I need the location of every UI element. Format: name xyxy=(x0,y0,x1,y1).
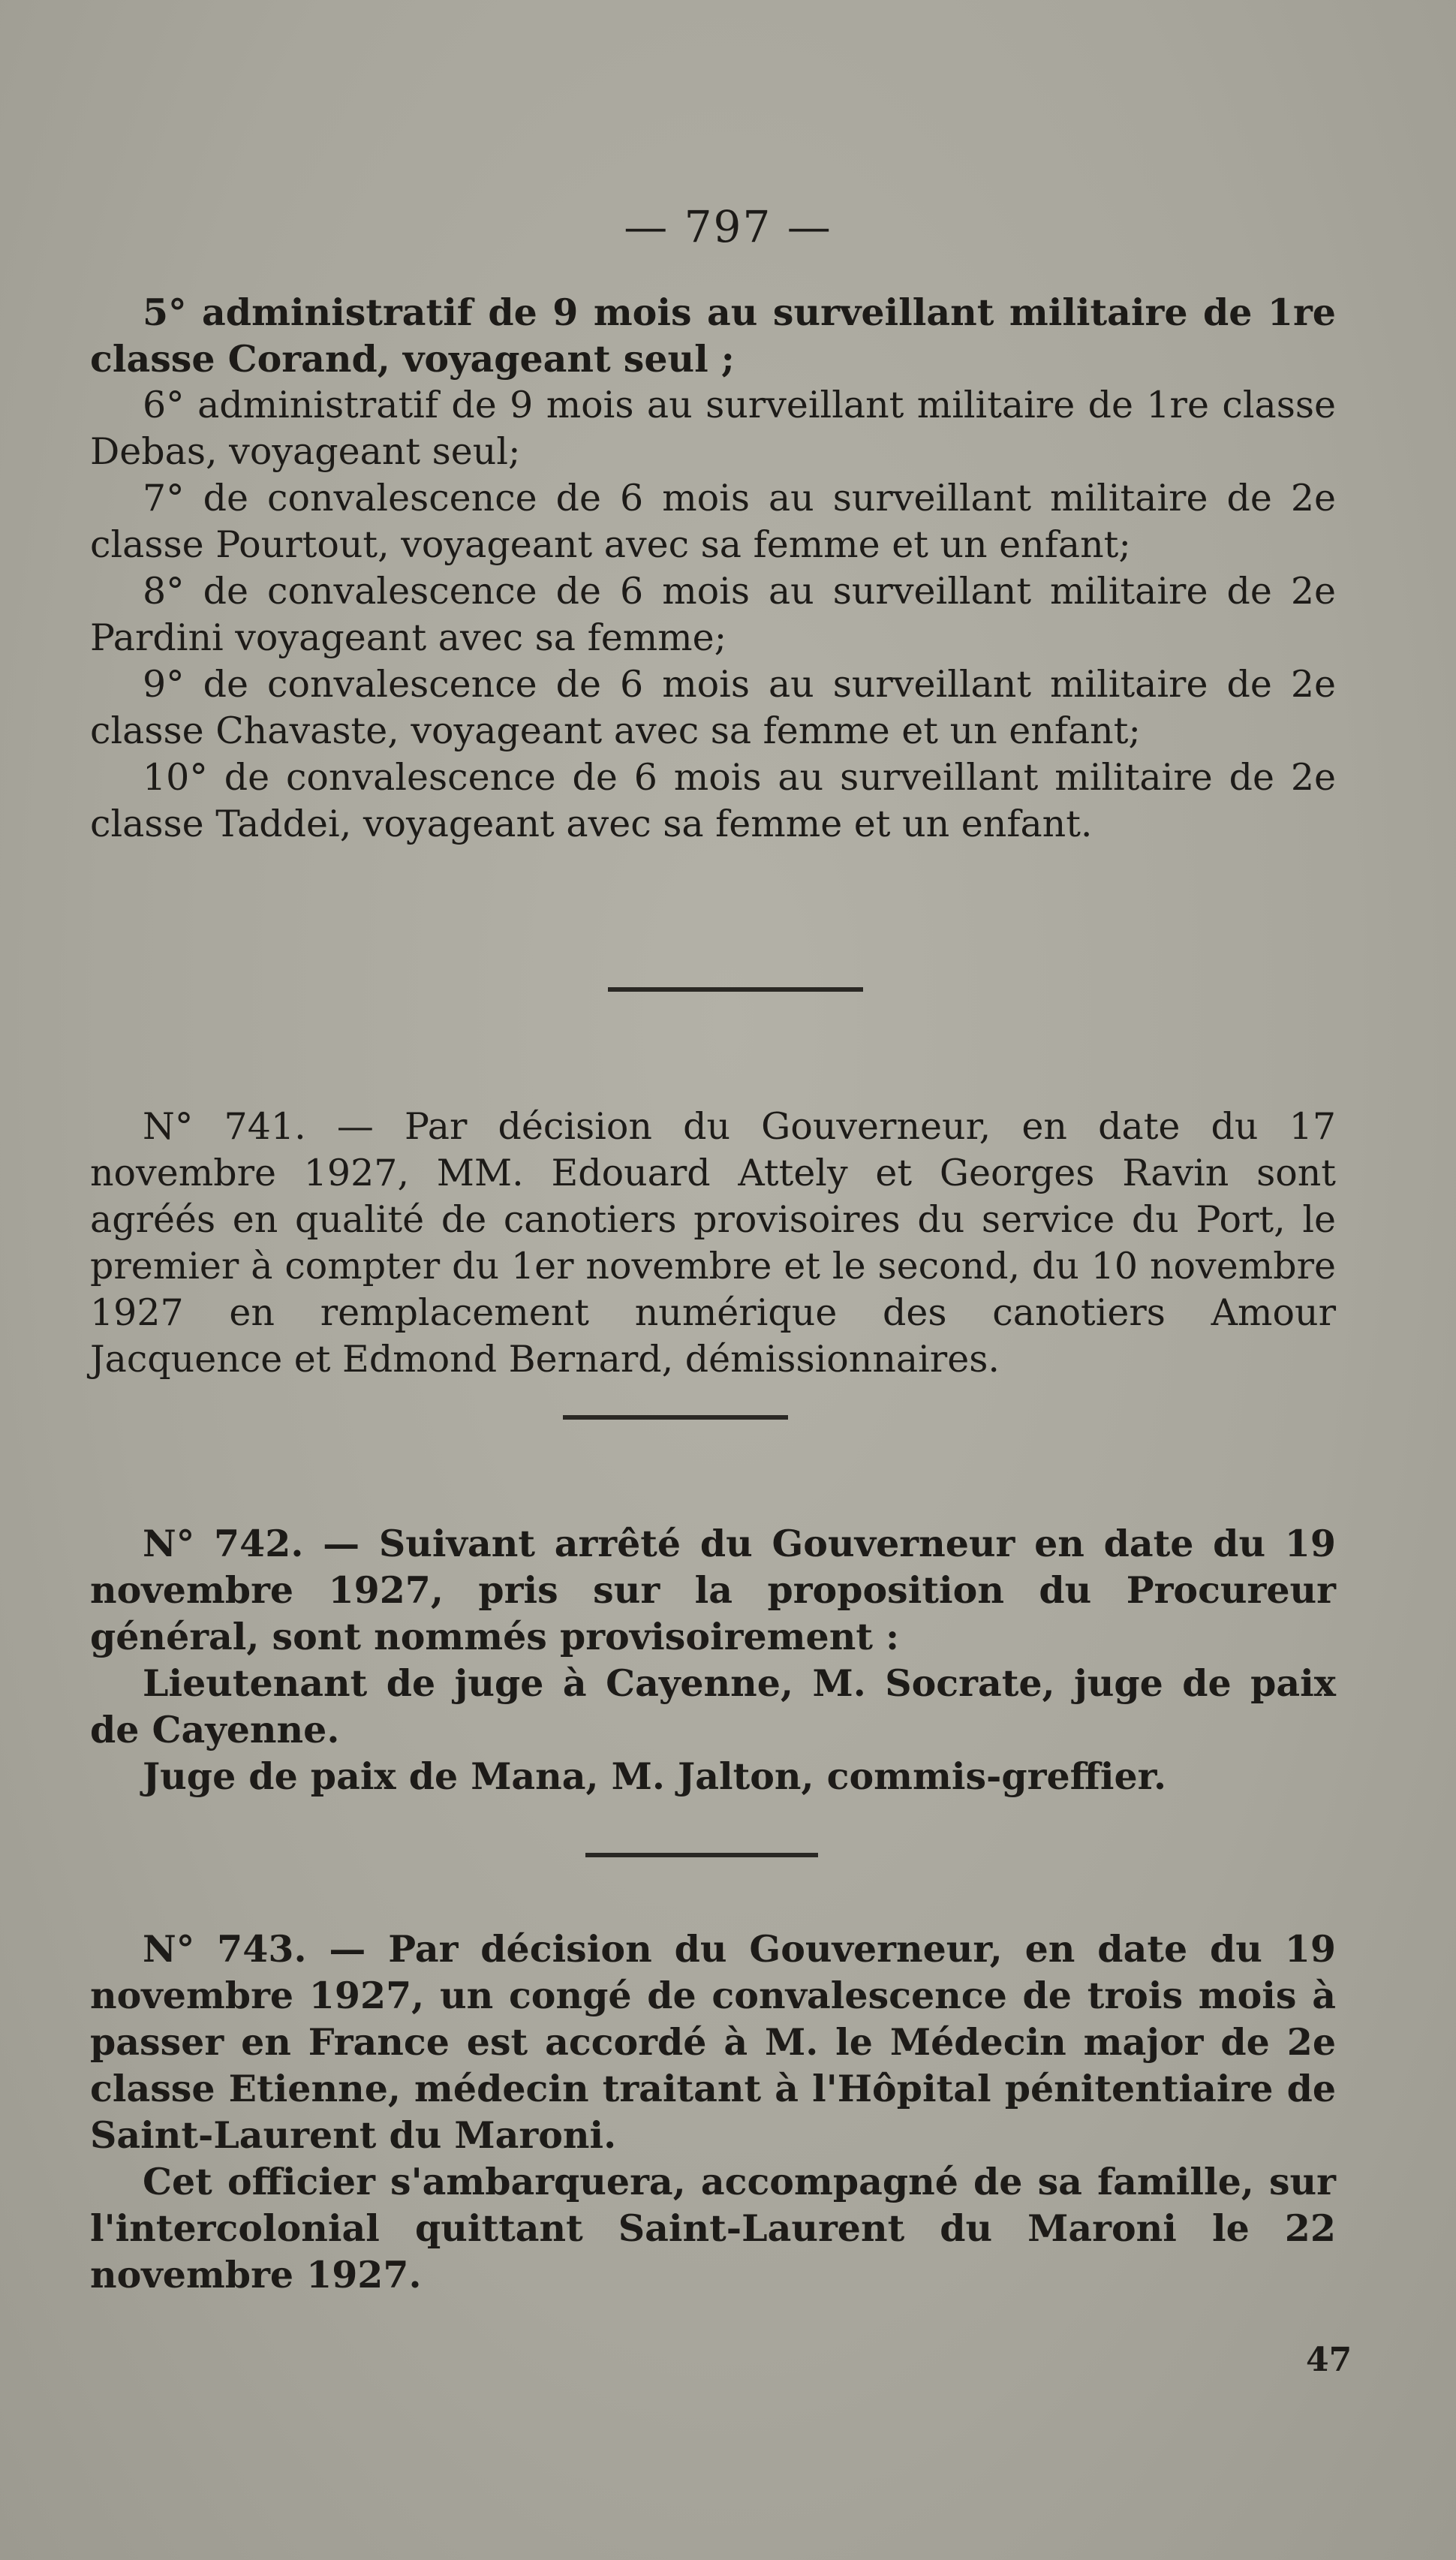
appointment-line: Juge de paix de Mana, M. Jalton, commis-greffier. xyxy=(143,1754,1167,1798)
signature-number: 47 xyxy=(1306,2341,1352,2379)
decision-742 xyxy=(90,1520,1336,1800)
section-divider xyxy=(563,1415,788,1420)
decision-text: N° 741. — Par décision du Gouverneur, en date du 17 novembre 1927, MM. Edouard Attely et Georges Ravin sont agréés en qualité de canotiers provisoires du service du Port, le premier à compter du 1er novembre et le second, du 10 novembre 1927 en remplacement numérique des canotiers Amour Jacquence et Edmond Bernard, démissionnaires. xyxy=(90,1105,1336,1381)
section-divider xyxy=(608,987,863,992)
list-item: 5° administratif de 9 mois au surveillant militaire de 1re classe Corand, voyageant seul ; xyxy=(90,291,1336,381)
decision-text: N° 743. — Par décision du Gouverneur, en date du 19 novembre 1927, un congé de convalescence de trois mois à passer en France est accordé à M. le Médecin major de 2e classe Etienne, médecin traitant à l'Hôpital pénitentiaire de Saint-Laurent du Maroni. xyxy=(90,1927,1336,2157)
leave-list xyxy=(90,289,1336,848)
section-divider xyxy=(585,1853,818,1857)
decision-741 xyxy=(90,1104,1336,1383)
list-item: 6° administratif de 9 mois au surveillant militaire de 1re classe Debas, voyageant seul; xyxy=(90,384,1336,473)
decision-intro: N° 742. — Suivant arrêté du Gouverneur en date du 19 novembre 1927, pris sur la proposition du Procureur général, sont nommés provisoirement : xyxy=(90,1522,1336,1658)
list-item: 7° de convalescence de 6 mois au surveillant militaire de 2e classe Pourtout, voyageant avec sa femme et un enfant; xyxy=(90,477,1336,566)
list-item: 10° de convalescence de 6 mois au surveillant militaire de 2e classe Taddei, voyageant avec sa femme et un enfant. xyxy=(90,756,1336,845)
appointment-line: Lieutenant de juge à Cayenne, M. Socrate, juge de paix de Cayenne. xyxy=(90,1661,1336,1751)
list-item: 8° de convalescence de 6 mois au surveillant militaire de 2e Pardini voyageant avec sa femme; xyxy=(90,570,1336,659)
page-header: — 797 — xyxy=(624,201,832,252)
decision-743 xyxy=(90,1926,1336,2298)
list-item: 9° de convalescence de 6 mois au surveillant militaire de 2e classe Chavaste, voyageant avec sa femme et un enfant; xyxy=(90,663,1336,752)
decision-text: Cet officier s'ambarquera, accompagné de sa famille, sur l'intercolonial quittant Saint-Laurent du Maroni le 22 novembre 1927. xyxy=(90,2160,1336,2296)
